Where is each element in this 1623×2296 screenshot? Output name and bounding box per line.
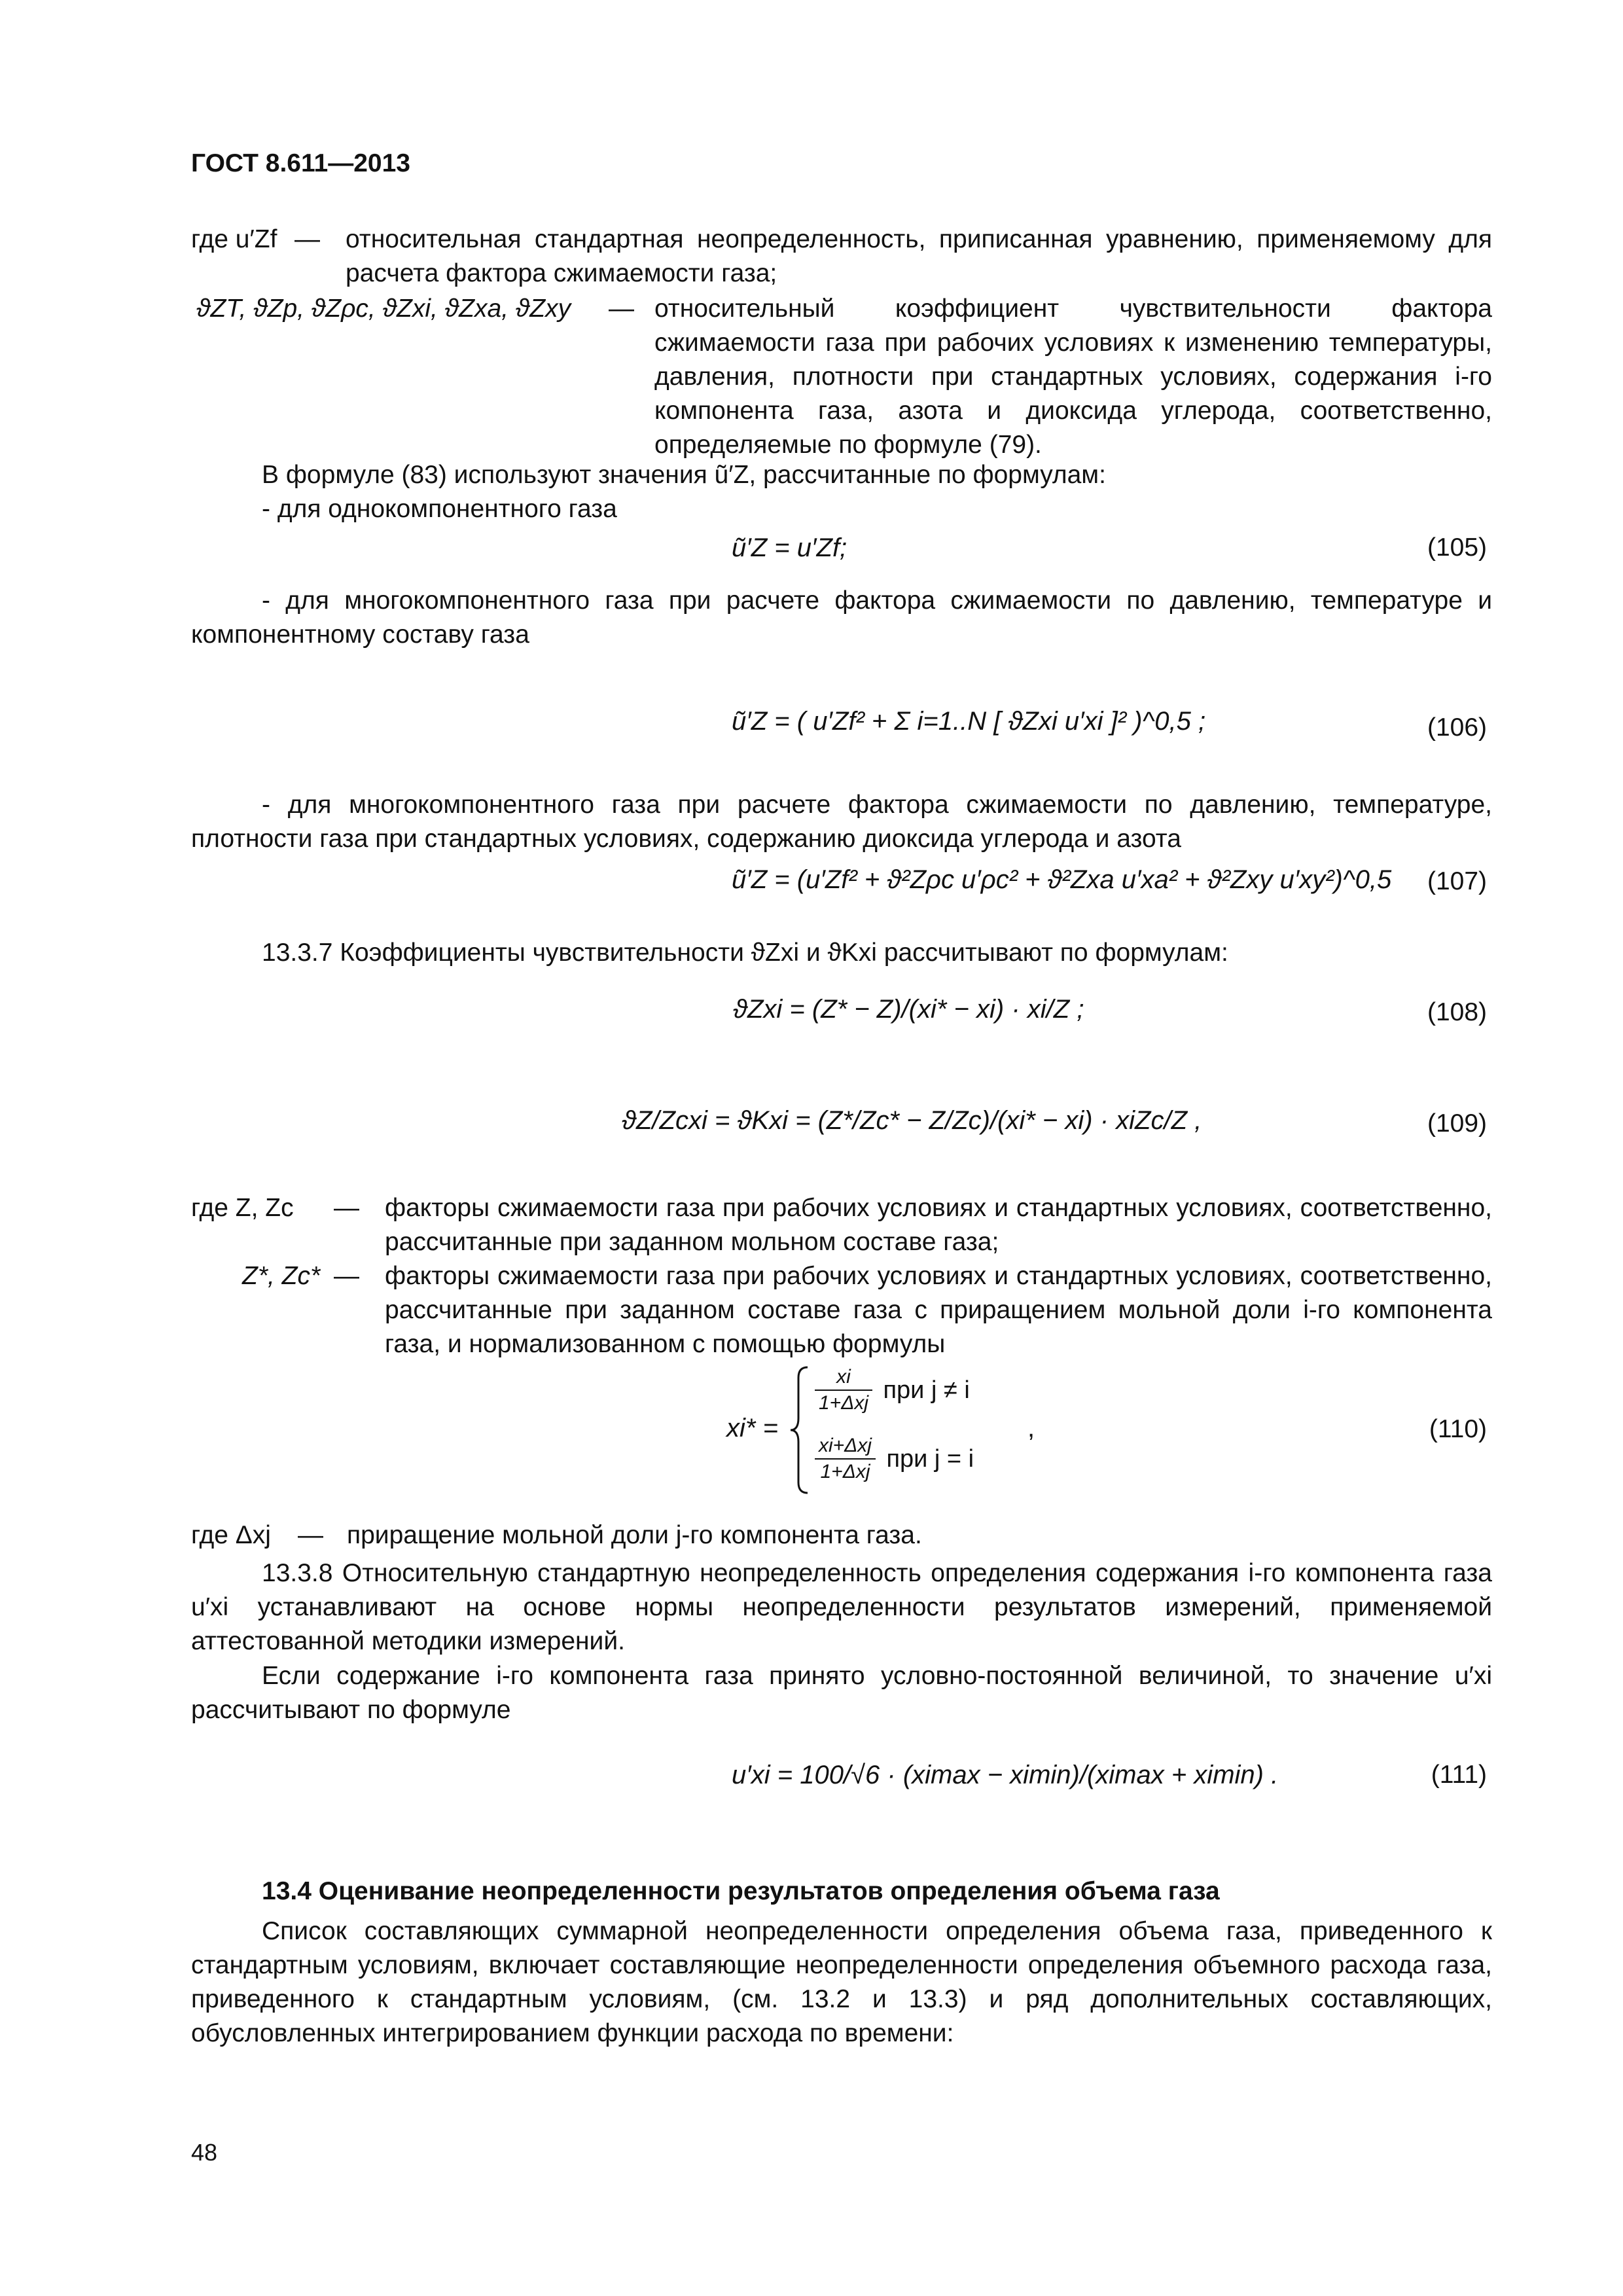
standard-header: ГОСТ 8.611—2013: [191, 149, 410, 177]
eq110-case1-condition: при j ≠ i: [883, 1376, 970, 1404]
equation-number: (108): [1427, 998, 1487, 1026]
def-symbol-z: где Z, Zc: [191, 1194, 294, 1222]
equation-number: (106): [1427, 713, 1487, 742]
equation-111: u′xi = 100/√6 · (ximax − ximin)/(ximax + ximin) .: [732, 1761, 1279, 1789]
equation-number: (107): [1427, 867, 1487, 895]
equation-number: (111): [1431, 1761, 1487, 1789]
page-number: 48: [191, 2139, 218, 2166]
paragraph: В формуле (83) используют значения ũ′Z, рассчитанные по формулам:: [262, 461, 1106, 489]
def-text-z: факторы сжимаемости газа при рабочих условиях и стандартных условиях, соответственно, рассчитанные при заданном мольном составе газа;: [385, 1194, 1492, 1256]
def-dash: —: [298, 1521, 323, 1549]
paragraph: - для однокомпонентного газа: [262, 495, 617, 523]
paragraph: Список составляющих суммарной неопределенности определения объема газа, приведенного к стандартным условиям, включает составляющие неопределенности определения объемного расхода газа, приведенного к стандартным условиям, (см. 13.2 и 13.3) и ряд дополнительных составляющих, обусловленных интегрированием функции расхода по времени:: [191, 1917, 1492, 2047]
equation-107: ũ′Z = (u′Zf² + ϑ²Zρc u′ρc² + ϑ²Zxa u′xa² + ϑ²Zxy u′xy²)^0,5: [732, 865, 1392, 894]
def-text-u-zf: относительная стандартная неопределенность, приписанная уравнению, применяемому для расчета фактора сжимаемости газа;: [346, 225, 1492, 287]
paragraph: Если содержание i-го компонента газа принято условно-постоянной величиной, то значение u′xi рассчитывают по формуле: [191, 1662, 1492, 1724]
equation-106: ũ′Z = ( u′Zf² + Σ i=1..N [ ϑZxi u′xi ]² )^0,5 ;: [732, 707, 1206, 736]
paragraph: - для многокомпонентного газа при расчете фактора сжимаемости по давлению, температуре и компонентному составу газа: [191, 586, 1492, 649]
def-text-theta: относительный коэффициент чувствительности фактора сжимаемости газа при рабочих условиях к изменению температуры, давления, плотности при стандартных условиях, содержания i-го компонента газа, азота и диоксида углерода, соответственно, определяемые по формуле (79).: [654, 295, 1492, 459]
equation-number: (105): [1427, 533, 1487, 562]
eq110-lhs: xi* =: [726, 1414, 778, 1443]
fraction-numerator: xi: [815, 1365, 872, 1391]
eq110-case2-fraction: [815, 1433, 876, 1484]
fraction-numerator: xi+Δxj: [815, 1433, 876, 1460]
def-symbol-z-star: Z*, Zc*: [242, 1262, 321, 1290]
paragraph: - для многокомпонентного газа при расчете фактора сжимаемости по давлению, температуре, плотности газа при стандартных условиях, содержанию диоксида углерода и азота: [191, 791, 1492, 853]
paragraph: 13.3.8 Относительную стандартную неопределенность определения содержания i-го компонента газа u′xi устанавливают на основе нормы неопределенности результатов измерений, применяемой аттестованной методики измерений.: [191, 1559, 1492, 1655]
paragraph: 13.3.7 Коэффициенты чувствительности ϑZxi и ϑKxi рассчитывают по формулам:: [262, 939, 1228, 967]
equation-109: ϑZ/Zcxi = ϑKxi = (Z*/Zc* − Z/Zc)/(xi* − xi) · xiZc/Z ,: [622, 1106, 1202, 1135]
fraction-denominator: 1+Δxj: [820, 1461, 870, 1482]
eq110-case2-condition: при j = i: [886, 1444, 974, 1473]
eq110-case1-fraction: [815, 1365, 872, 1416]
equation-number: (110): [1429, 1415, 1487, 1443]
def-symbol-u-zf: где u′Zf: [191, 225, 277, 253]
brace-icon: [787, 1365, 813, 1496]
def-dash: —: [609, 295, 634, 323]
def-text-z-star: факторы сжимаемости газа при рабочих условиях и стандартных условиях, соответственно, рассчитанные при заданном составе газа с приращением мольной доли i-го компонента газа, и нормализованном с помощью формулы: [385, 1262, 1492, 1358]
equation-108: ϑZxi = (Z* − Z)/(xi* − xi) · xi/Z ;: [733, 995, 1084, 1024]
equation-110: [726, 1365, 1093, 1496]
fraction-denominator: 1+Δxj: [819, 1392, 868, 1414]
def-dash: —: [334, 1262, 359, 1290]
def-symbol-theta: ϑZT, ϑZp, ϑZρc, ϑZxi, ϑZxa, ϑZxy: [196, 295, 571, 323]
def-dash: —: [294, 225, 320, 253]
def-text-delta-x: приращение мольной доли j-го компонента газа.: [347, 1521, 922, 1549]
equation-number: (109): [1427, 1109, 1487, 1138]
section-heading: 13.4 Оценивание неопределенности результатов определения объема газа: [262, 1877, 1220, 1905]
def-symbol-delta-x: где Δxj: [191, 1521, 271, 1549]
equation-105: ũ′Z = u′Zf;: [732, 533, 847, 562]
eq110-comma: ,: [1027, 1414, 1035, 1443]
def-dash: —: [334, 1194, 359, 1222]
